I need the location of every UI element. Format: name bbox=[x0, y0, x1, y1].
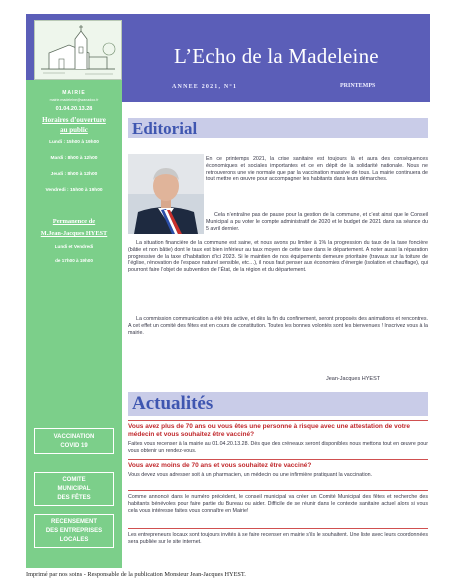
permanence-days: Lundi et Vendredi bbox=[54, 244, 94, 249]
editorial-signature: Jean-Jacques HYEST bbox=[326, 376, 381, 382]
box-line: COVID 19 bbox=[60, 443, 88, 449]
news-item-text: Les entrepreneurs locaux sont toujours invités à se faire recenser en mairie s’ils le souhaitent. Une liste avec leurs coordonnées sera publiée sur le site internet. bbox=[128, 532, 428, 545]
news-divider bbox=[128, 528, 428, 529]
editorial-heading: Editorial bbox=[132, 119, 198, 138]
mayor-name: M.Jean-Jacques HYEST bbox=[40, 230, 108, 237]
news-item-text: Faites vous recenser à la mairie au 01.04.20.13.28. Dès que des créneaux seront disponibles nous mettons tout en œuvre pour vous obtenir un rendez-vous. bbox=[128, 441, 428, 454]
news-item-title: Vous avez plus de 70 ans ou vous êtes une personne à risque avec une attestation de votre médecin et vous souhaitez être vacciné? bbox=[128, 423, 410, 438]
footer-imprint: Imprimé par nos soins - Responsable de la publication Monsieur Jean-Jacques HYEST. bbox=[26, 571, 246, 578]
hours-heading-2: au public bbox=[60, 126, 88, 134]
actualites-header bbox=[128, 392, 428, 416]
news-item-text: Comme annoncé dans le numéro précédent, le conseil municipal va créer un Comité Municipal des fêtes et recherche des habitants bénévoles pour faire partie du Bureau ou aider. Difficile de se réunir dans le contexte sanitaire actuel alors si vous cela vous intéresse faites vous connaître en Mairie! bbox=[128, 494, 428, 514]
editorial-paragraph-2: Cela n’entraîne pas de pause pour la gestion de la commune, et c’est ainsi que le Conseil Municipal a pu voter le compte administratif de 2020 et le budget de 2021 dans sa séance du 5 avril dernier. bbox=[206, 212, 428, 232]
newsletter-title: L’Echo de la Madeleine bbox=[174, 44, 379, 68]
permanence-hours: de 17h00 à 19h00 bbox=[55, 258, 93, 263]
vaccination-box[interactable] bbox=[34, 428, 114, 454]
box-line: RECENSEMENT bbox=[50, 519, 97, 525]
box-line: VACCINATION bbox=[53, 434, 95, 440]
newsletter-page bbox=[26, 14, 430, 568]
hours-line: Jeudi : 8h00 à 12h00 bbox=[50, 172, 98, 177]
comite-box[interactable] bbox=[34, 472, 114, 506]
issue-number: ANNEE 2021, N°1 bbox=[172, 84, 238, 90]
mayor-photo bbox=[128, 154, 204, 234]
hours-line: Mardi : 8h00 à 12h00 bbox=[50, 156, 98, 161]
news-divider bbox=[128, 490, 428, 491]
recensement-box[interactable] bbox=[34, 514, 114, 548]
editorial-paragraph-3: La situation financière de la commune est saine, et nous avons pu limiter à 1% la progression du taux de la taxe foncière (bâtie et non bâtie) dont le taux est bien inférieur au taux moyen de cette taxe dans le département. A noter aussi la réparation progressive de la taxe d’habitation d’ici 2023. Si le maintien de nos équipements demeure prioritaire (travaux sur la toiture de l’église, rénovation de l’espace naturel sensible, etc…), il nous faut penser aux économies d’énergie (isolation et chauffage), qui pourront faire l’objet de subvention de l’État, de la région et du département. bbox=[128, 240, 428, 274]
hours-heading: Horaires d’ouverture bbox=[42, 116, 106, 124]
editorial-paragraph-4: La commission communication a été très active, et dès la fin du confinement, seront proposés des animations et rencontres. A cet effet un comité des fêtes est en cours de constitution. Toutes les bonnes volontés sont les bienvenues ! Inscrivez vous à la mairie. bbox=[128, 316, 428, 336]
box-line: MUNICIPAL bbox=[57, 486, 91, 492]
church-sketch-icon bbox=[35, 21, 121, 79]
hours-line: Vendredi : 15h00 à 19h00 bbox=[45, 188, 103, 193]
box-line: LOCALES bbox=[59, 537, 89, 543]
news-divider bbox=[128, 420, 428, 421]
edition-season: PRINTEMPS bbox=[340, 83, 376, 89]
hours-line: Lundi : 15h00 à 19h00 bbox=[49, 140, 99, 145]
news-item-text: Vous devez vous adresser soit à un pharmacien, un médecin ou une infirmière pratiquant la vaccination. bbox=[128, 472, 373, 478]
actualites-heading: Actualités bbox=[132, 393, 214, 414]
permanence-heading: Permanence de bbox=[52, 218, 96, 225]
editorial-header bbox=[128, 118, 428, 138]
news-divider bbox=[128, 459, 428, 460]
box-line: DES FÊTES bbox=[57, 495, 91, 501]
sidebar bbox=[26, 80, 122, 568]
mairie-phone: 01.04.20.13.28 bbox=[55, 106, 93, 112]
box-line: DES ENTREPRISES bbox=[45, 528, 103, 534]
mayor-portrait-icon bbox=[128, 154, 204, 234]
editorial-paragraph-1: En ce printemps 2021, la crise sanitaire est toujours là et aura des conséquences économiques et sociales importantes et ce en dépit de la solidarité nationale. Nous ne retrouverons une vie normale que par la vaccination massive de tous. La mairie continuera de tout mettre en œuvre pour accompagner les habitants dans leurs démarches. bbox=[206, 156, 428, 183]
mairie-label: MAIRIE bbox=[62, 90, 86, 96]
news-item-title: Vous avez moins de 70 ans et vous souhaitez être vacciné? bbox=[128, 462, 312, 469]
box-line: COMITE bbox=[62, 477, 86, 483]
mairie-email: mairie.madeleine@wanadoo.fr bbox=[49, 98, 99, 102]
church-logo bbox=[34, 20, 122, 80]
